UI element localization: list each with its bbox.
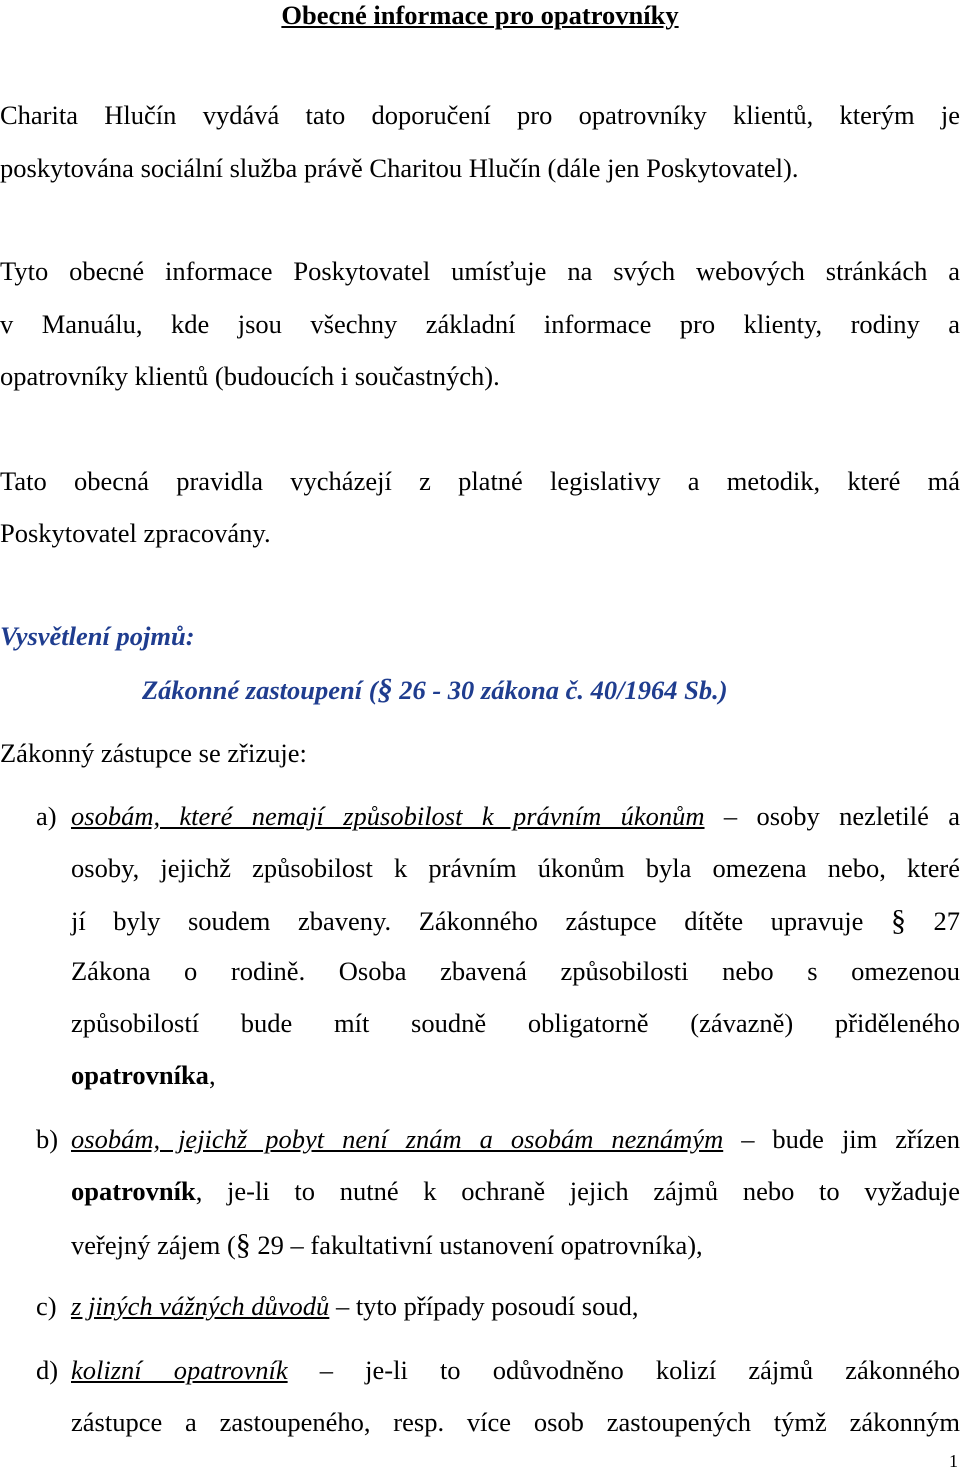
section-symbol: § <box>377 673 393 706</box>
item-a-line-6-rest: , <box>208 1060 216 1090</box>
item-a-line-1 <box>71 803 960 830</box>
page-number: 1 <box>949 1451 958 1471</box>
item-a-line-5: způsobilostí bude mít soudně obligatorně (závazně) přiděleného <box>71 1008 960 1038</box>
item-b-term: osobám, jejichž pobyt není znám a osobám neznámým <box>71 1124 724 1154</box>
item-d-line-2: zástupce a zastoupeného, resp. více osob zastoupených týmž zákonným <box>71 1407 960 1437</box>
section-heading: Vysvětlení pojmů: <box>0 621 195 651</box>
item-d-term: kolizní opatrovník <box>71 1355 288 1385</box>
intro-text: Zákonný zástupce se zřizuje: <box>0 738 307 768</box>
paragraph-2-line-2: v Manuálu, kde jsou všechny základní informace pro klienty, rodiny a <box>0 309 960 339</box>
item-b-bold-term: opatrovník <box>71 1176 196 1206</box>
item-b-line-3-a: veřejný zájem ( <box>71 1230 236 1260</box>
paragraph-3-line-1: Tato obecná pravidla vycházejí z platné legislativy a metodik, které má <box>0 466 960 496</box>
item-a-line-1-rest: – osoby nezletilé a <box>704 801 960 831</box>
item-b-line-3 <box>71 1230 960 1260</box>
subheading-after: 26 - 30 zákona č. 40/1964 Sb.) <box>392 675 728 705</box>
item-b-line-2 <box>71 1178 960 1205</box>
paragraph-2-line-1: Tyto obecné informace Poskytovatel umísťuje na svých webových stránkách a <box>0 256 960 286</box>
page-title: Obecné informace pro opatrovníky <box>281 0 679 30</box>
item-c-line-1-rest: – tyto případy posoudí soud, <box>329 1291 639 1321</box>
item-c-term: z jiných vážných důvodů <box>71 1291 330 1321</box>
paragraph-3-line-2: Poskytovatel zpracovány. <box>0 518 271 548</box>
item-a-term: osobám, které nemají způsobilost k právním úkonům <box>71 801 705 831</box>
item-b-line-2-rest: , je-li to nutné k ochraně jejich zájmů nebo to vyžaduje <box>195 1176 960 1206</box>
item-a-bold-term: opatrovníka <box>71 1060 209 1090</box>
item-b-line-1 <box>71 1126 960 1153</box>
item-a-line-4: Zákona o rodině. Osoba zbavená způsobilosti nebo s omezenou <box>71 956 960 986</box>
item-a-line-3 <box>71 906 960 936</box>
paragraph-1-line-1: Charita Hlučín vydává tato doporučení pro opatrovníky klientů, kterým je <box>0 100 960 130</box>
item-b-label: b) <box>36 1124 59 1154</box>
item-a-line-2: osoby, jejichž způsobilost k právním úkonům byla omezena nebo, které <box>71 853 960 883</box>
paragraph-2-line-3: opatrovníky klientů (budoucích i součastných). <box>0 361 500 391</box>
item-a-line-3-a: jí byly soudem zbaveny. Zákonného zástupce dítěte upravuje <box>71 906 891 936</box>
item-b-line-3-b: 29 – fakultativní ustanovení opatrovníka), <box>250 1230 703 1260</box>
item-a-label: a) <box>36 801 57 831</box>
subheading-before: Zákonné zastoupení ( <box>142 675 378 705</box>
item-a-line-3-b: 27 <box>905 906 960 936</box>
item-c-label: c) <box>36 1291 57 1321</box>
item-d-label: d) <box>36 1355 59 1385</box>
section-symbol: § <box>235 1228 251 1261</box>
item-c-line-1 <box>71 1293 960 1320</box>
section-symbol: § <box>890 904 906 937</box>
item-a-line-6 <box>71 1062 960 1089</box>
subheading <box>142 675 960 705</box>
item-b-line-1-rest: – bude jim zřízen <box>723 1124 960 1154</box>
item-d-line-1-rest: – je-li to odůvodněno kolizí zájmů zákonného <box>287 1355 960 1385</box>
item-d-line-1 <box>71 1357 960 1384</box>
paragraph-1-line-2: poskytována sociální služba právě Charitou Hlučín (dále jen Poskytovatel). <box>0 153 799 183</box>
